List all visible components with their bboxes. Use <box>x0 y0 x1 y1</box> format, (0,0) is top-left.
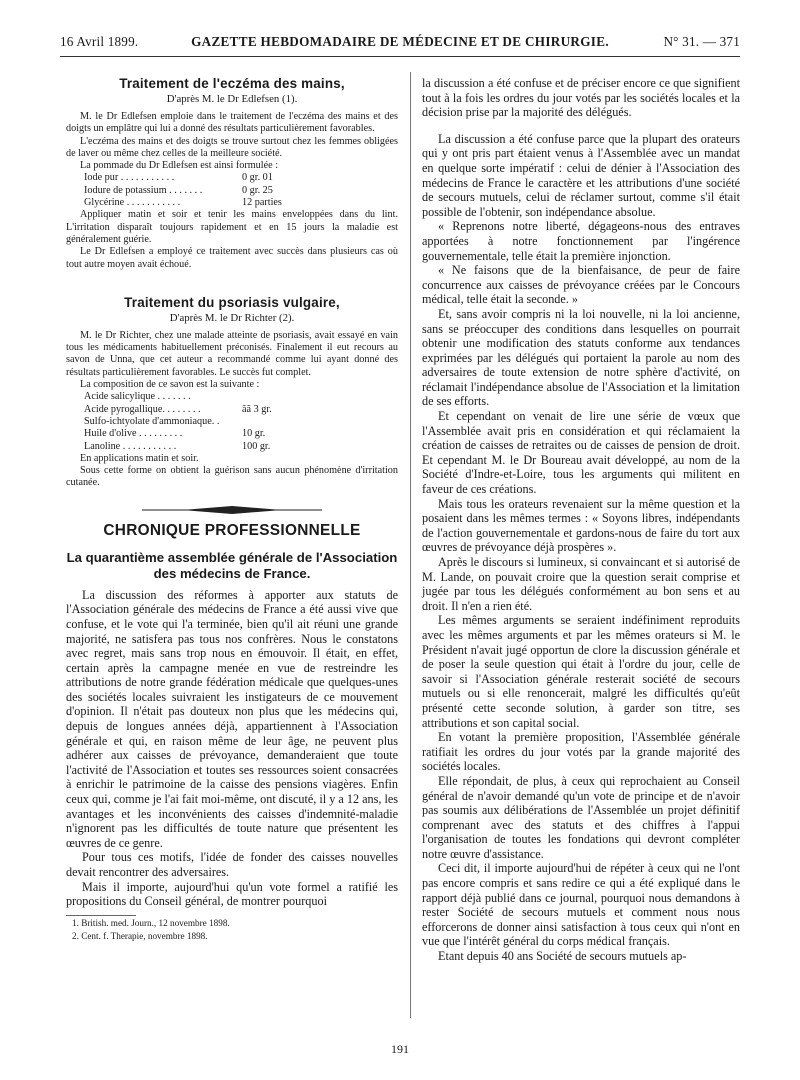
right-p5: Et, sans avoir compris ni la loi nouvelle, ni la loi ancienne, sans se préoccuper des conditions dans lesquelles on pourrait obtenir une modification des statuts conforme aux tendances exprimées par les délégués qui portaient la parole au nom des adversaires de toute extension de notre sphère d'activité, on réclamait l'indépendance absolue de l'Association et la limitation de ses efforts. <box>422 306 740 409</box>
article-p2: Pour tous ces motifs, l'idée de fonder des caisses nouvelles devait rencontrer des adversaires. <box>66 850 398 879</box>
ornamental-divider <box>142 504 322 516</box>
article-p1: La discussion des réformes à apporter aux statuts de l'Association générale des médecins de France a été aussi vive que confuse, et le vote qui l'a terminée, bien qu'il ait réuni une grande majorité, ne satisfera pas tous nos confrères. Nous le constatons avec regret, mais sans trop nous en émouvoir. Il était, en effet, certain après la campagne menée en vue de restreindre les attributions de notre grande fédération médicale que quelques-unes des sociétés locales suivraient les instigateurs de ce mouvement d'opinion. Il n'était pas douteux non plus que les médecins qui, depuis de longues années déjà, appartiennent à l'Association générale et qui, en raison même de leur âge, ne peuvent plus adhérer aux caisses de prévoyance, demanderaient que toute l'activité de l'Association et toutes ses ressources soient consacrées à enrichir le patrimoine de la caisse des pensions viagères. Enfin ceux qui, comme je l'ai fait moi-même, ont discuté, il y a 12 ans, les avantages et les inconvénients des caisses d'indemnité-maladie n'ignorent pas les difficultés de toute nature que présentent les œuvres de ce genre. <box>66 587 398 850</box>
eczema-p5: Le Dr Edlefsen a employé ce traitement avec succès dans plusieurs cas où tout autre moyen avait échoué. <box>66 246 398 270</box>
psoriasis-p4: Sous cette forme on obtient la guérison sans aucun phénomène d'irritation cutanée. <box>66 465 398 489</box>
eczema-p3: La pommade du Dr Edlefsen est ainsi formulée : <box>80 160 279 172</box>
right-p2: La discussion a été confuse parce que la plupart des orateurs qui y ont pris part étaient venus à l'Assemblée avec un mandat en quelque sorte impératif : celui de dénier à l'Association des médecins de France le caractère et les attributions d'une société de secours mutuels, celui de réclamer surtout, comme s'il était possible de l'obtenir, son indépendance absolue. <box>422 131 740 219</box>
formula-row: Iode pur . . . . . . . . . . . 0 gr. 01 <box>84 172 273 184</box>
psoriasis-p2: La composition de ce savon est la suivante : <box>80 379 260 391</box>
section-chronique: CHRONIQUE PROFESSIONNELLE <box>103 521 361 539</box>
left-column <box>66 64 398 942</box>
eczema-p1: M. le Dr Edlefsen emploie dans le traitement de l'eczéma des mains et des doigts un emplâtre qui lui a donné des résultats particulièrement favorables. <box>66 111 398 135</box>
eczema-author: D'après M. le Dr Edlefsen (1). <box>166 93 298 105</box>
right-p7: Mais tous les orateurs revenaient sur la même question et la posaient dans les mêmes termes : « Soyons libres, indépendants de l'action gouvernementale et gardons-nous de faire du tort aux œuvres de prévoyance déjà prospères ». <box>422 496 740 555</box>
psoriasis-title: Traitement du psoriasis vulgaire, <box>124 294 340 310</box>
eczema-p4: Appliquer matin et soir et tenir les mains enveloppées dans du lint. L'irritation disparaît toujours rapidement et en 15 jours la maladie est généralement guérie. <box>66 209 398 245</box>
right-p6: Et cependant on venait de lire une série de vœux que l'Assemblée avait pris en considération et qui réclamaient la création de caisses de retraites ou de caisses de pension de droit. Et cependant M. le Dr Boureau avait développé, au nom de la Société d'Indre-et-Loire, tous les arguments qui militent en faveur de ces créations. <box>422 409 740 497</box>
formula-row: Glycérine . . . . . . . . . . . 12 parties <box>84 197 282 209</box>
running-header <box>60 34 740 54</box>
formula-row: Huile d'olive . . . . . . . . . 10 gr. <box>84 428 266 440</box>
column-separator <box>410 72 411 1018</box>
eczema-title: Traitement de l'eczéma des mains, <box>119 76 345 91</box>
footnote-rule <box>66 915 136 916</box>
right-p3: « Reprenons notre liberté, dégageons-nous des entraves apportées à notre fonctionnement par l'ingérence gouvernementale, telle était la première injonction. <box>422 219 740 263</box>
formula-row: Acide pyrogallique. . . . . . . . ãã 3 gr. <box>84 403 272 415</box>
folio-number: 191 <box>391 1042 409 1056</box>
right-p13: Etant depuis 40 ans Société de secours mutuels ap- <box>438 949 687 964</box>
footnote-1: 1. British. med. Journ., 12 novembre 1898. <box>72 917 230 928</box>
formula-row: Acide salicylique . . . . . . . <box>84 391 191 403</box>
journal-title: GAZETTE HEBDOMADAIRE DE MÉDECINE ET DE CHIRURGIE. <box>191 34 609 49</box>
right-p1: la discussion a été confuse et de préciser encore ce que signifient tout à la fois les ordres du jour votés par les sociétés locales et la décision prise par la majorité des délégués. <box>422 76 740 120</box>
right-p8: Après le discours si lumineux, si convaincant et si autorisé de M. Lande, on pouvait croire que la question serait comprise et jugée par tous les délégués conformément au bon sens et au droit. Il n'en a rien été. <box>422 555 740 613</box>
right-p9: Les mêmes arguments se seraient indéfiniment reproduits avec les mêmes arguments et par les mêmes orateurs si M. le Président n'avait jugé opportun de clore la discussion générale et de poser la seule question qui était à l'ordre du jour, celle de savoir si l'Association générale resterait société de secours mutuels ou si elle renoncerait, malgré les difficultés qu'eût présenté cette seconde solution, à garder son titre, ses attributions et son capital social. <box>422 613 740 730</box>
formula-row: Sulfo-ichtyolate d'ammoniaque. . <box>84 415 220 427</box>
eczema-p2: L'eczéma des mains et des doigts se trouve surtout chez les femmes obligées de laver ou même chez celles de la meilleure société. <box>66 135 398 159</box>
page-number: N° 31. — 371 <box>663 34 740 49</box>
eczema-formula <box>84 172 398 209</box>
issue-date: 16 Avril 1899. <box>60 34 139 49</box>
psoriasis-p1: M. le Dr Richter, chez une malade atteinte de psoriasis, avait essayé en vain tous les médicaments habituellement préconisés. Finalement il eut recours au savon de Unna, que cet auteur a recommandé comme lui ayant donné des résultats particulièrement favorables. Le succès fut complet. <box>66 329 398 378</box>
header-rule <box>60 56 740 57</box>
footnote-2: 2. Cent. f. Therapie, novembre 1898. <box>72 930 208 941</box>
right-p12: Ceci dit, il importe aujourd'hui de répéter à ceux qui ne l'ont pas encore compris et sans redire ce qui a été expliqué dans le rapport déjà publié dans ce journal, pourquoi nous demandons à rester Société de secours mutuels et comment nous nous efforcerons de donner ainsi satisfaction à tous ceux qui n'ont en vue que l'intérêt général du corps médical français. <box>422 861 740 949</box>
right-column <box>422 64 740 964</box>
article-title: La quarantième assemblée générale de l'Association des médecins de France. <box>66 549 398 581</box>
psoriasis-formula <box>84 391 398 452</box>
article-p3: Mais il importe, aujourd'hui qu'un vote formel a ratifié les propositions du Conseil général, de montrer pourquoi <box>66 879 398 909</box>
right-p11: Elle répondait, de plus, à ceux qui reprochaient au Conseil général de n'avoir demandé qu'un vote de principe et de n'avoir pas soumis aux délibérations de l'Assemblée un projet définitif comprenant avec des statuts et des chiffres à l'appui l'organisation de toutes les fondations qui devront compléter notre œuvre d'assistance. <box>422 773 740 861</box>
psoriasis-author: D'après M. le Dr Richter (2). <box>169 311 295 324</box>
formula-row: Lanoline . . . . . . . . . . . 100 gr. <box>84 440 271 452</box>
formula-row: Iodure de potassium . . . . . . . 0 gr. 25 <box>84 184 273 196</box>
right-p10: En votant la première proposition, l'Assemblée générale ratifiait les ordres du jour votés par la grande majorité des sociétés locales. <box>422 730 740 774</box>
right-p4: « Ne faisons que de la bienfaisance, de peur de faire concurrence aux caisses de prévoyance créées par le Concours médical, telle était la seconde. » <box>422 263 740 307</box>
psoriasis-p3: En applications matin et soir. <box>80 452 199 464</box>
